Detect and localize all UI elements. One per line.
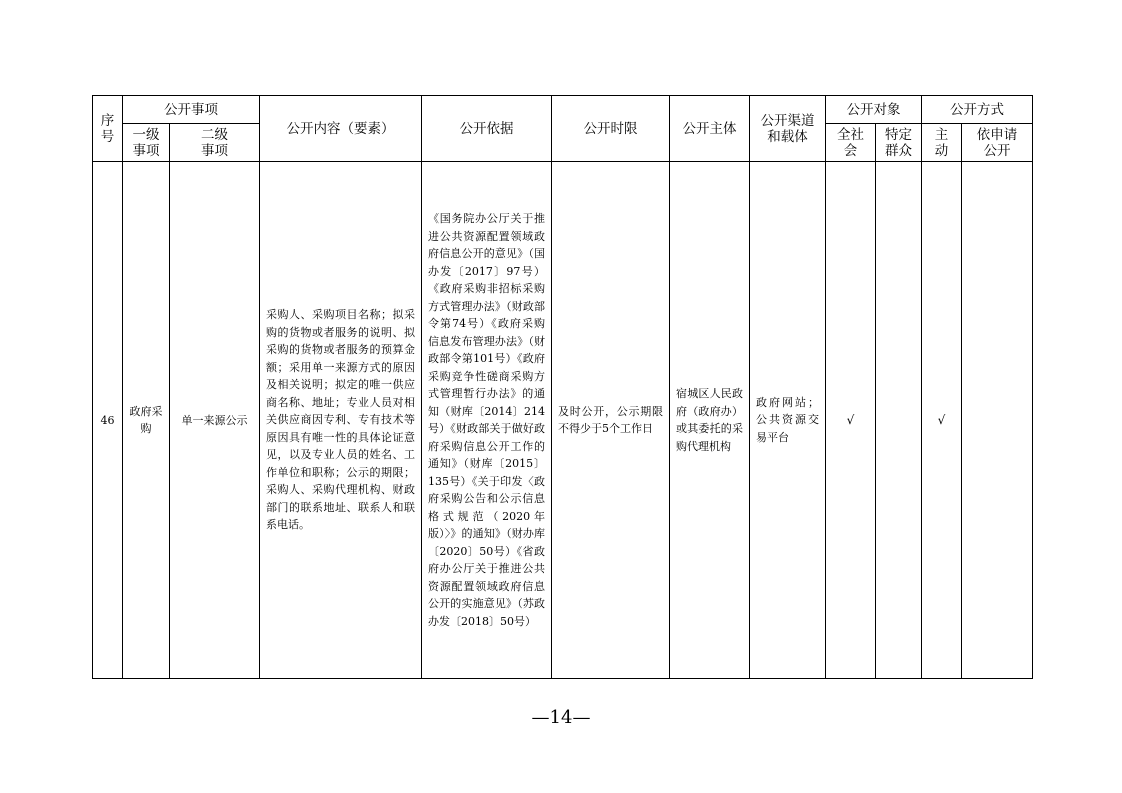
header-seq-char-2: 号: [100, 128, 115, 145]
header-seq: [93, 96, 123, 162]
header-specific-line-1: 特定: [885, 126, 912, 143]
header-specific: [876, 124, 922, 162]
header-all-society-line-1: 全社: [837, 126, 864, 143]
row-all-society-check: √: [826, 162, 876, 679]
header-audience: 公开对象: [826, 96, 922, 124]
header-on-request-line-2: 公开: [983, 142, 1011, 159]
header-matter: 公开事项: [123, 96, 260, 124]
header-content: 公开内容（要素）: [260, 96, 422, 162]
row-on-request-check: [962, 162, 1033, 679]
row-specific-check: [876, 162, 922, 679]
row-content: 采购人、采购项目名称；拟采购的货物或者服务的说明、拟采购的货物或者服务的预算金额；采用单一来源方式的原因及相关说明；拟定的唯一供应商名称、地址；专业人员对相关供应商因专利、专有技术等原因具有唯一性的具体论证意见，以及专业人员的姓名、工作单位和职称；公示的期限；采购人、采购代理机构、财政部门的联系地址、联系人和联系电话。: [260, 162, 422, 679]
header-subject: 公开主体: [670, 96, 750, 162]
row-seq: 46: [93, 162, 123, 679]
header-basis: 公开依据: [422, 96, 552, 162]
row-level2: 单一来源公示: [170, 162, 260, 679]
header-all-society: [826, 124, 876, 162]
header-level1-line-2: 事项: [132, 142, 160, 159]
header-level2: [170, 124, 260, 162]
header-seq-char-1: 序: [100, 112, 115, 129]
page-number: —14—: [531, 707, 591, 728]
header-level1: [123, 124, 170, 162]
header-time: 公开时限: [552, 96, 670, 162]
header-level2-line-2: 事项: [201, 142, 228, 159]
row-level1: 政府采购: [123, 162, 170, 679]
header-on-request: [962, 124, 1033, 162]
header-active-line-2: 动: [934, 142, 949, 159]
disclosure-table: [92, 95, 1033, 679]
row-time: 及时公开，公示期限不得少于5个工作日: [552, 162, 670, 679]
header-active-line-1: 主: [934, 126, 949, 143]
header-on-request-line-1: 依申请: [976, 126, 1018, 143]
row-basis: 《国务院办公厅关于推进公共资源配置领域政府信息公开的意见》（国办发〔2017〕97号）《政府采购非招标采购方式管理办法》（财政部令第74号）《政府采购信息发布管理办法》（财政部令第101号）《政府采购竞争性磋商采购方式管理暂行办法》的通知（财库〔2014〕214号）《财政部关于做好政府采购信息公开工作的通知》（财库〔2015〕135号）《关于印发〈政府采购公告和公示信息格式规范（2020年版）〉》的通知》（财办库〔2020〕50号）《省政府办公厅关于推进公共资源配置领域政府信息公开的实施意见》（苏政办发〔2018〕50号）: [422, 162, 552, 679]
header-channel-line-1: 公开渠道: [760, 112, 815, 129]
header-specific-line-2: 群众: [885, 142, 912, 159]
header-channel-line-2: 和载体: [767, 128, 808, 145]
row-subject: 宿城区人民政府（政府办）或其委托的采购代理机构: [670, 162, 750, 679]
header-level1-line-1: 一级: [132, 126, 160, 143]
header-channel: [750, 96, 826, 162]
header-all-society-line-2: 会: [843, 142, 858, 159]
header-level2-line-1: 二级: [201, 126, 228, 143]
row-active-check: √: [922, 162, 962, 679]
table-row: [93, 162, 1033, 679]
header-active: [922, 124, 962, 162]
header-method: 公开方式: [922, 96, 1033, 124]
row-channel: 政府网站；公共资源交易平台: [750, 162, 826, 679]
